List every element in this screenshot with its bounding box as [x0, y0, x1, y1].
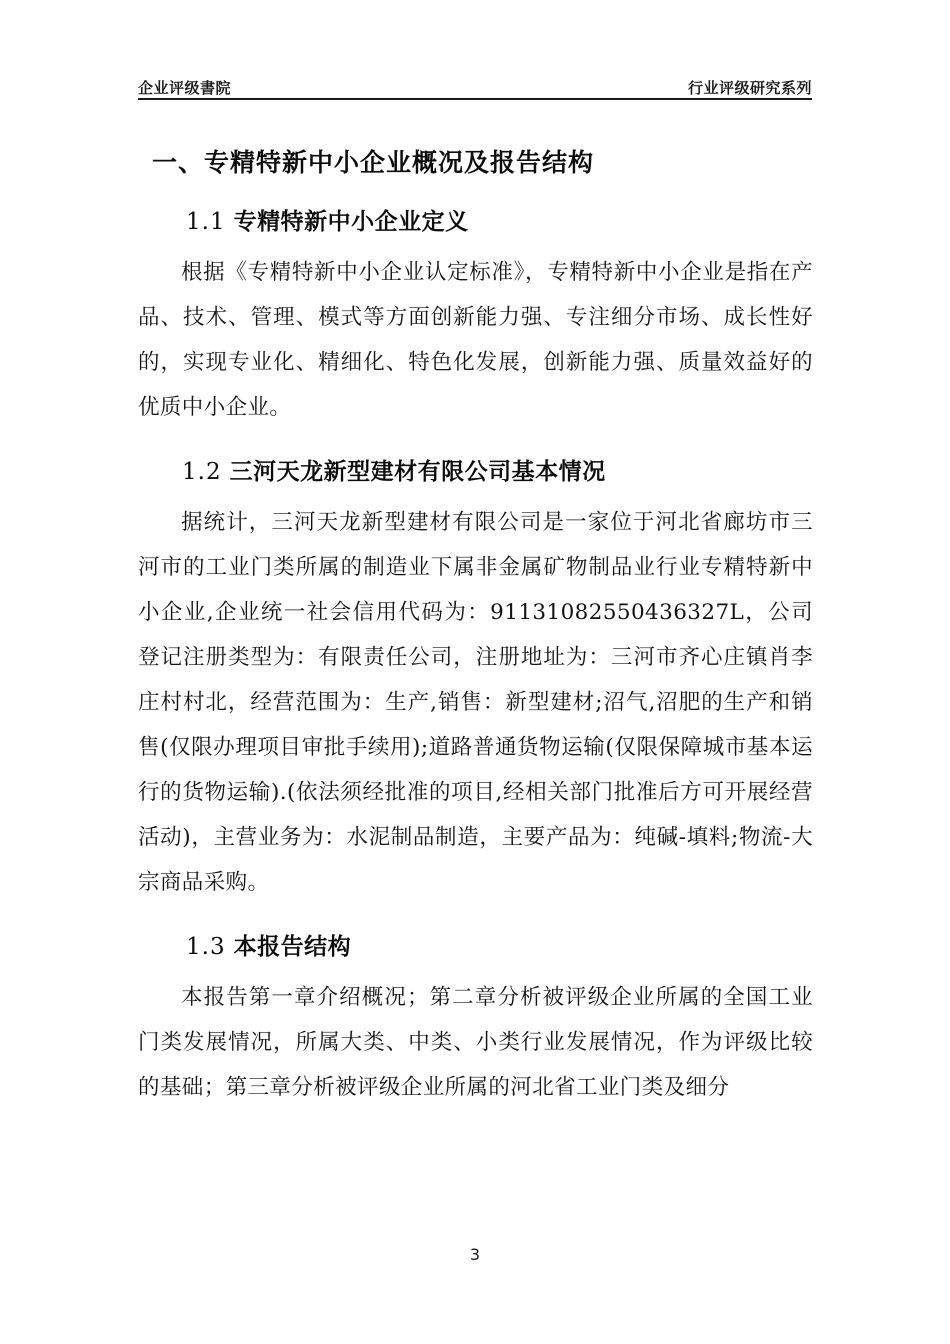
running-header	[138, 66, 812, 100]
section-title-1-2: 三河天龙新型建材有限公司基本情况	[229, 458, 606, 485]
section-heading-1-3	[138, 931, 813, 963]
section-number-1-3: 1.3	[186, 934, 226, 961]
page-number: 3	[469, 1245, 481, 1264]
header-right-label: 行业评级研究系列	[687, 78, 812, 97]
chapter-title: 一、专精特新中小企业概况及报告结构	[152, 148, 595, 177]
section-number-1-1: 1.1	[186, 208, 226, 235]
paragraph-1-2: 据统计，三河天龙新型建材有限公司是一家位于河北省廊坊市三河市的工业门类所属的制造业下属非金属矿物制品业行业专精特新中小企业,企业统一社会信用代码为：91131082550436327L，公司登记注册类型为：有限责任公司，注册地址为：三河市齐心庄镇肖李庄村村北，经营范围为：生产,销售：新型建材;沼气,沼肥的生产和销售(仅限办理项目审批手续用);道路普通货物运输(仅限保障城市基本运行的货物运输).(依法须经批准的项目,经相关部门批准后方可开展经营活动)，主营业务为：水泥制品制造，主要产品为：纯碱-填料;物流-大宗商品采购。	[138, 510, 813, 896]
section-heading-1-1	[138, 206, 813, 238]
header-left-label: 企业评级書院	[138, 78, 232, 97]
section-title-1-3: 本报告结构	[233, 934, 352, 961]
section-number-1-2: 1.2	[182, 458, 222, 485]
section-heading-1-2	[138, 456, 813, 488]
paragraph-1-3: 本报告第一章介绍概况；第二章分析被评级企业所属的全国工业门类发展情况，所属大类、中类、小类行业发展情况，作为评级比较的基础；第三章分析被评级企业所属的河北省工业门类及细分	[138, 985, 813, 1101]
section-title-1-1: 专精特新中小企业定义	[233, 208, 469, 235]
paragraph-1-1: 根据《专精特新中小企业认定标准》，专精特新中小企业是指在产品、技术、管理、模式等方面创新能力强、专注细分市场、成长性好的，实现专业化、精细化、特色化发展，创新能力强、质量效益好的优质中小企业。	[138, 259, 813, 420]
document-body	[138, 128, 813, 1114]
